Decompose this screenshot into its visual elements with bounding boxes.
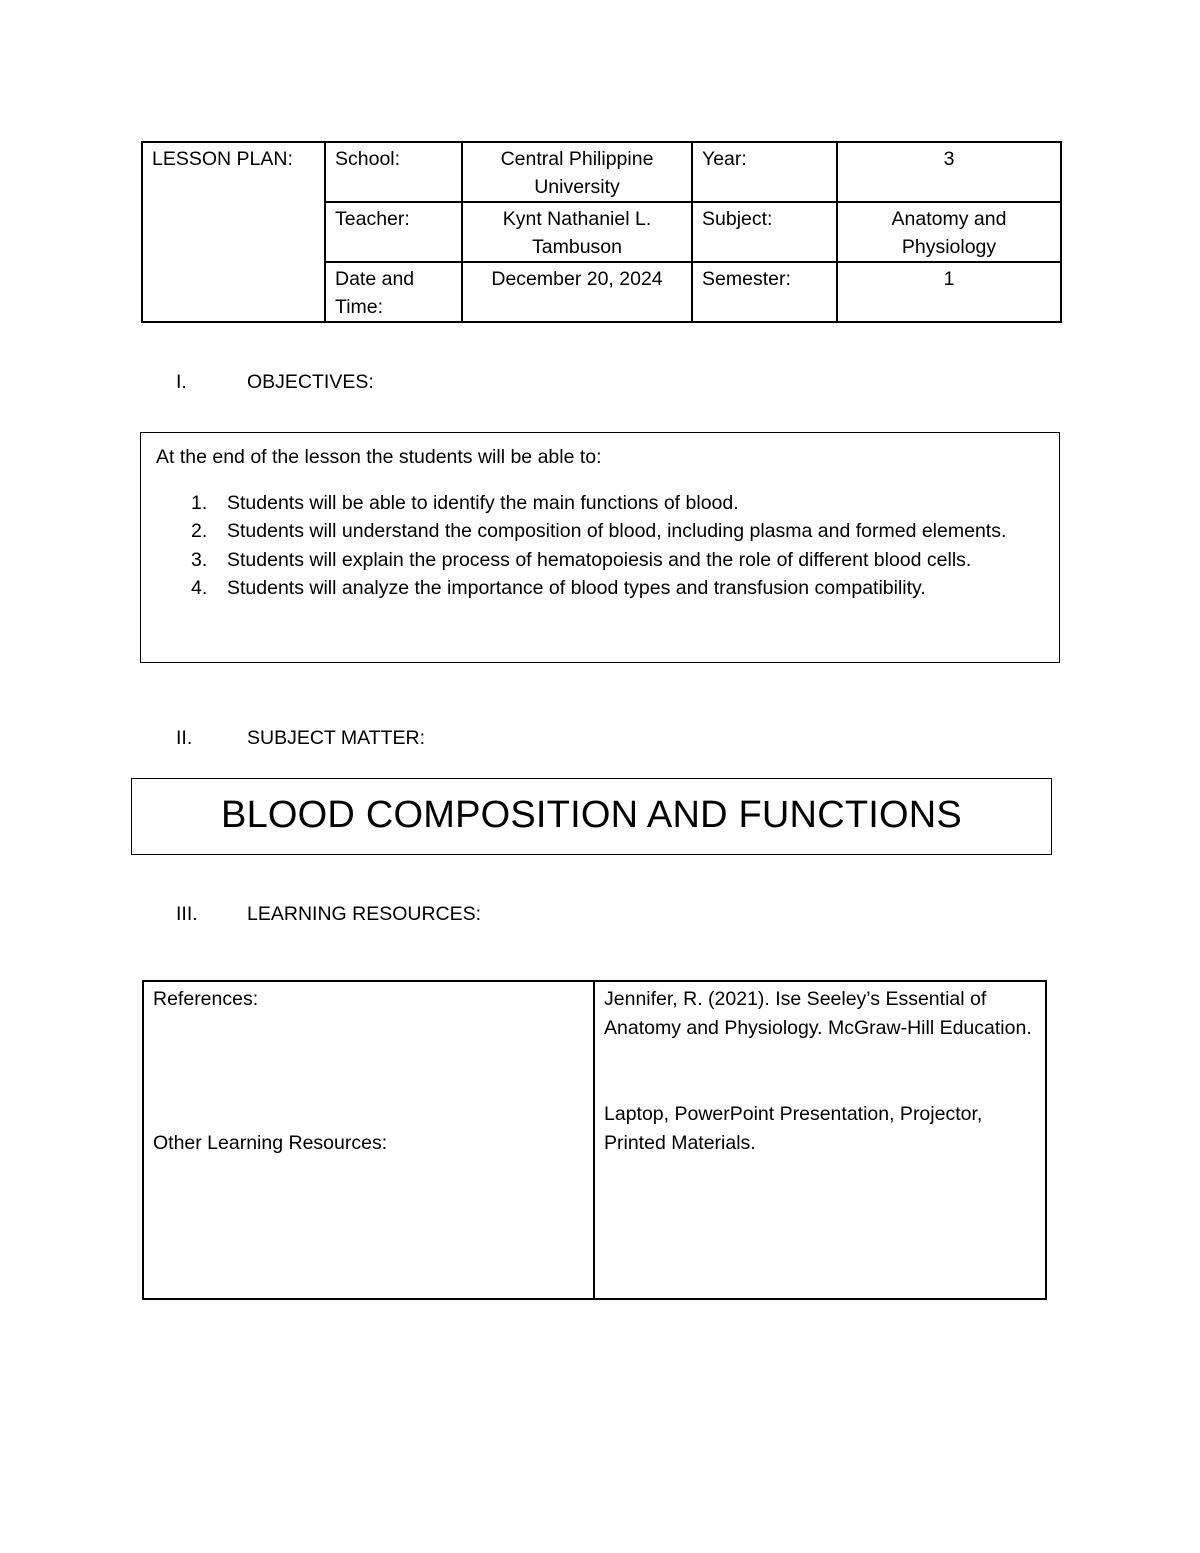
lesson-plan-label: LESSON PLAN:: [142, 142, 325, 322]
objective-item: [156, 546, 1045, 575]
learning-resources-heading: [176, 901, 481, 927]
year-value: 3: [837, 142, 1061, 202]
objective-text: Students will be able to identify the main functions of blood.: [227, 491, 739, 514]
objective-number: 4.: [191, 577, 208, 599]
subject-matter-box: [131, 778, 1052, 855]
date-value: December 20, 2024: [462, 262, 692, 322]
objective-text: Students will analyze the importance of blood types and transfusion compatibility.: [227, 577, 926, 599]
references-label: References:: [153, 988, 259, 1010]
learning-resources-numeral: III.: [176, 903, 198, 925]
objective-item: [156, 517, 1045, 546]
objective-text: Students will understand the composition of blood, including plasma and formed elements.: [227, 520, 1007, 542]
objectives-numeral: I.: [176, 371, 187, 393]
objective-item: [156, 489, 1045, 518]
subject-matter-title: SUBJECT MATTER:: [247, 727, 426, 749]
school-label: School:: [325, 142, 462, 202]
objectives-list: [156, 489, 1045, 603]
other-resources-label: Other Learning Resources:: [153, 1131, 388, 1154]
references-value: Jennifer, R. (2021). Ise Seeley’s Essential of Anatomy and Physiology. McGraw-Hill Education.: [604, 988, 1032, 1039]
objective-number: 2.: [191, 520, 208, 542]
subject-label: Subject:: [692, 202, 837, 262]
teacher-label: Teacher:: [325, 202, 462, 262]
objective-text: Students will explain the process of hematopoiesis and the role of different blood cells.: [227, 548, 972, 571]
teacher-value: Kynt Nathaniel L. Tambuson: [462, 202, 692, 262]
objective-number: 1.: [191, 491, 208, 514]
semester-label: Semester:: [692, 262, 837, 322]
year-label: Year:: [692, 142, 837, 202]
subject-value: Anatomy and Physiology: [837, 202, 1061, 262]
other-resources-value: Laptop, PowerPoint Presentation, Projector, Printed Materials.: [604, 1103, 983, 1154]
school-value: Central Philippine University: [462, 142, 692, 202]
subject-matter-topic: BLOOD COMPOSITION AND FUNCTIONS: [221, 794, 962, 836]
subject-matter-heading: [176, 725, 425, 751]
resources-labels-cell: [143, 981, 594, 1299]
learning-resources-title: LEARNING RESOURCES:: [247, 903, 482, 925]
objectives-intro: At the end of the lesson the students will be able to:: [156, 446, 602, 468]
objectives-heading: [176, 369, 374, 395]
resources-values-cell: [594, 981, 1046, 1299]
subject-matter-numeral: II.: [176, 727, 193, 749]
lesson-plan-header-table: [141, 141, 1062, 323]
learning-resources-table: [142, 980, 1047, 1300]
semester-value: 1: [837, 262, 1061, 322]
objective-number: 3.: [191, 548, 208, 571]
date-label: Date and Time:: [325, 262, 462, 322]
objectives-title: OBJECTIVES:: [247, 371, 374, 393]
objective-item: [156, 574, 1045, 603]
objectives-box: [140, 432, 1060, 663]
